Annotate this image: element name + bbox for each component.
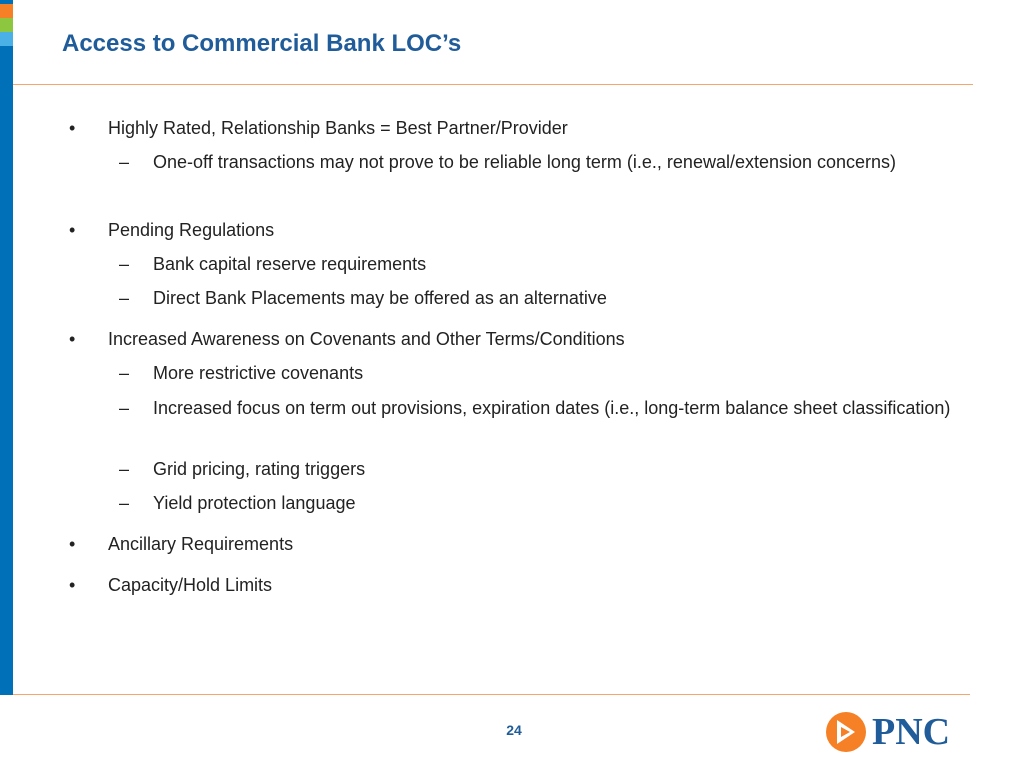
- bullet-marker: •: [69, 534, 76, 554]
- bullet-item: [69, 115, 958, 142]
- sub-bullet-text: Direct Bank Placements may be offered as an alternative: [153, 288, 607, 308]
- dash-marker: –: [119, 152, 130, 172]
- sub-bullet-item: [119, 149, 953, 176]
- pnc-logo-text: PNC: [872, 711, 951, 753]
- bullet-item: [69, 326, 958, 353]
- bullet-text: Highly Rated, Relationship Banks = Best Partner/Provider: [108, 118, 568, 138]
- dash-marker: –: [119, 493, 130, 513]
- bullet-marker: •: [69, 575, 76, 595]
- sub-bullet-text: More restrictive covenants: [153, 363, 364, 383]
- dash-marker: –: [119, 254, 130, 274]
- sub-bullet-item: [119, 490, 953, 517]
- bullet-text: Capacity/Hold Limits: [108, 575, 273, 595]
- dash-marker: –: [119, 288, 130, 308]
- bullet-text: Ancillary Requirements: [108, 534, 294, 554]
- dash-marker: –: [119, 459, 130, 479]
- sub-bullet-text: One-off transactions may not prove to be reliable long term (i.e., renewal/extension concerns): [153, 152, 897, 172]
- sub-bullet-text: Grid pricing, rating triggers: [153, 459, 366, 479]
- bullet-marker: •: [69, 220, 76, 240]
- sub-bullet-item: [119, 360, 953, 387]
- bullet-item: [69, 572, 958, 599]
- bullet-marker: •: [69, 329, 76, 349]
- bullet-item: [69, 531, 958, 558]
- dash-marker: –: [119, 398, 130, 418]
- bullet-item: [69, 217, 958, 244]
- page-number: 24: [506, 722, 522, 738]
- pnc-logo: [824, 710, 974, 754]
- bullet-text: Increased Awareness on Covenants and Other Terms/Conditions: [108, 329, 625, 349]
- bullet-marker: •: [69, 118, 76, 138]
- bullet-text: Pending Regulations: [108, 220, 275, 240]
- sub-bullet-item: [119, 456, 953, 483]
- sub-bullet-item: [119, 395, 953, 422]
- sub-bullet-text: Bank capital reserve requirements: [153, 254, 427, 274]
- footer-divider: [13, 694, 970, 695]
- sub-bullet-text: Yield protection language: [153, 493, 356, 513]
- slide-title: Access to Commercial Bank LOC’s: [62, 30, 462, 57]
- sub-bullet-text: Increased focus on term out provisions, expiration dates (i.e., long-term balance sheet classification): [153, 398, 951, 418]
- sub-bullet-item: [119, 285, 953, 312]
- dash-marker: –: [119, 363, 130, 383]
- pnc-logo-icon: [824, 710, 868, 754]
- sub-bullet-item: [119, 251, 953, 278]
